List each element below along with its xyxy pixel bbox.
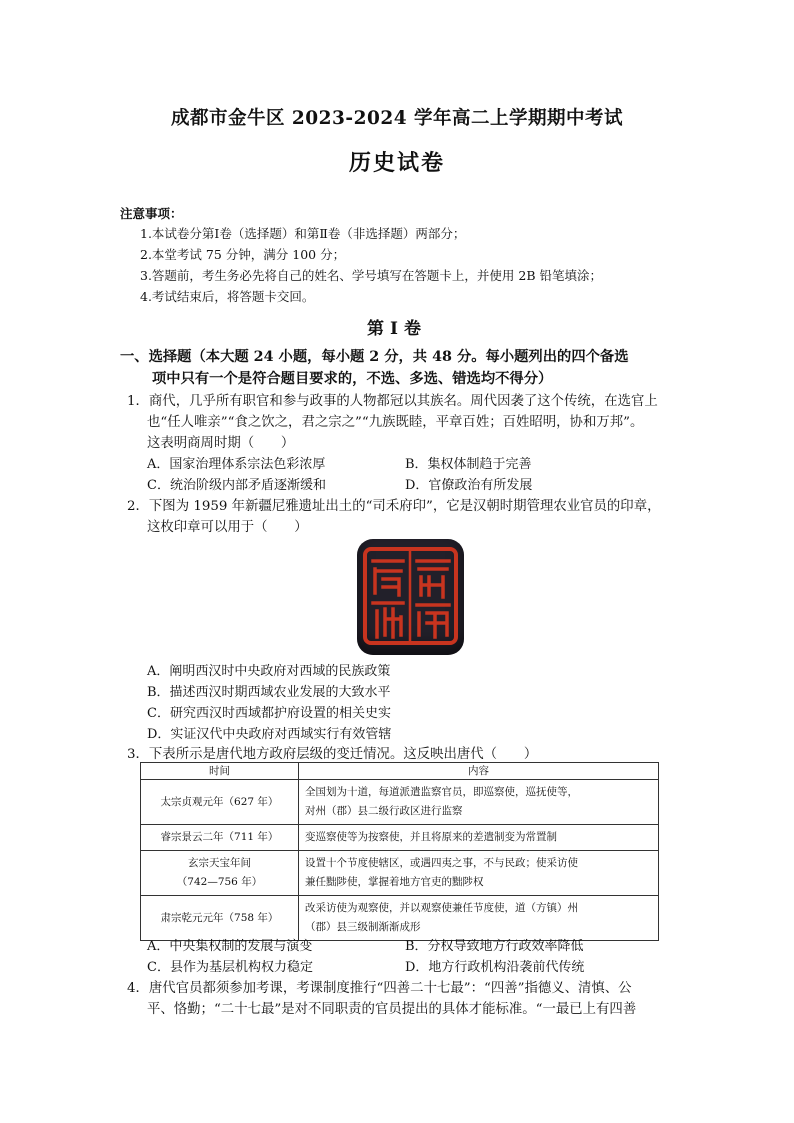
notice-heading: 注意事项：	[120, 206, 183, 221]
question-3-option-b: B．分权导致地方行政效率降低	[405, 939, 584, 954]
cell-line: （郡）县三级制渐渐成形	[305, 921, 421, 933]
question-4-stem: 平、恪勤；“二十七最”是对不同职责的官员提出的具体才能标准。“一最已上有四善	[147, 1002, 637, 1017]
notice-item: 4.考试结束后，将答题卡交回。	[140, 289, 315, 304]
cell-line: 全国划为十道，每道派遣监察官员，即巡察使，巡抚使等，	[305, 786, 578, 798]
table-header-row	[141, 763, 659, 780]
section-heading-cont: 项中只有一个是符合题目要求的，不选、多选、错选均不得分）	[152, 371, 553, 387]
seal-stamp-graphic	[357, 539, 464, 655]
question-1-stem: 1．商代，几乎所有职官和参与政事的人物都冠以其族名。周代因袭了这个传统，在选官上	[127, 394, 658, 409]
cell-line: 变巡察使等为按察使，并且将原来的差遣制变为常置制	[305, 831, 557, 843]
table-cell-time: 太宗贞观元年（627 年）	[141, 780, 299, 825]
question-2-option-b: B．描述西汉时期西域农业发展的大致水平	[147, 685, 391, 700]
cell-line: 对州（郡）县二级行政区进行监察	[305, 805, 463, 817]
table-cell-time: 肃宗乾元元年（758 年）	[141, 896, 299, 941]
table-row	[141, 825, 659, 851]
question-2-stem: 这枚印章可以用于（ ）	[147, 520, 308, 535]
question-2-option-d: D．实证汉代中央政府对西域实行有效管辖	[147, 727, 392, 742]
question-3-option-c: C．县作为基层机构权力稳定	[147, 960, 313, 975]
question-3-table	[140, 762, 659, 941]
cell-line: 设置十个节度使辖区，或遇四夷之事，不与民政；使采访使	[305, 857, 578, 869]
question-4-stem: 4．唐代官员都须参加考课，考课制度推行“四善二十七最”：“四善”指德义、清慎、公	[127, 981, 632, 996]
table-row	[141, 851, 659, 896]
cell-line: 兼任黜陟使，掌握着地方官吏的黜陟权	[305, 876, 484, 888]
question-3-stem: 3．下表所示是唐代地方政府层级的变迁情况。这反映出唐代（ ）	[127, 747, 538, 762]
seal-image	[357, 539, 464, 655]
question-1-option-c: C．统治阶级内部矛盾逐渐缓和	[147, 478, 326, 493]
table-cell-content	[299, 825, 659, 851]
volume-title: 第Ⅰ卷	[367, 319, 427, 339]
question-1-option-d: D．官僚政治有所发展	[405, 478, 533, 493]
notice-item: 3.答题前，考生务必先将自己的姓名、学号填写在答题卡上，并使用 2B 铅笔填涂；	[140, 268, 603, 283]
question-2-stem: 2．下图为 1959 年新疆尼雅遗址出土的“司禾府印”，它是汉朝时期管理农业官员的印章，	[127, 499, 661, 514]
cell-line: 玄宗天宝年间	[188, 857, 251, 869]
table-cell-content	[299, 896, 659, 941]
cell-line: （742—756 年）	[176, 876, 263, 888]
question-2-option-a: A．阐明西汉时中央政府对西域的民族政策	[147, 664, 391, 679]
notice-item: 2.本堂考试 75 分钟，满分 100 分；	[140, 247, 346, 262]
question-3-option-a: A．中央集权制的发展与演变	[147, 939, 313, 954]
question-1-option-a: A．国家治理体系宗法色彩浓厚	[147, 457, 326, 472]
table-header-content: 内容	[299, 763, 659, 780]
table-cell-time	[141, 851, 299, 896]
table-header-time: 时间	[141, 763, 299, 780]
question-2-option-c: C．研究西汉时西域都护府设置的相关史实	[147, 706, 391, 721]
section-heading: 一、选择题（本大题 24 小题，每小题 2 分，共 48 分。每小题列出的四个备选	[120, 349, 629, 365]
table-row	[141, 896, 659, 941]
question-1-stem: 这表明商周时期（ ）	[147, 436, 295, 451]
table-cell-content	[299, 780, 659, 825]
table-cell-content	[299, 851, 659, 896]
exam-subject-title: 历史试卷	[348, 150, 445, 176]
table-cell-time: 睿宗景云二年（711 年）	[141, 825, 299, 851]
question-1-stem: 也“任人唯亲”“食之饮之，君之宗之”“九族既睦，平章百姓；百姓昭明，协和万邦”。	[147, 415, 644, 430]
question-1-option-b: B．集权体制趋于完善	[405, 457, 532, 472]
table-row	[141, 780, 659, 825]
cell-line: 改采访使为观察使，并以观察使兼任节度使，道（方镇）州	[305, 902, 578, 914]
exam-title: 成都市金牛区 2023-2024 学年高二上学期期中考试	[170, 108, 624, 129]
question-3-option-d: D．地方行政机构沿袭前代传统	[405, 960, 585, 975]
notice-item: 1.本试卷分第Ⅰ卷（选择题）和第Ⅱ卷（非选择题）两部分；	[140, 226, 466, 241]
